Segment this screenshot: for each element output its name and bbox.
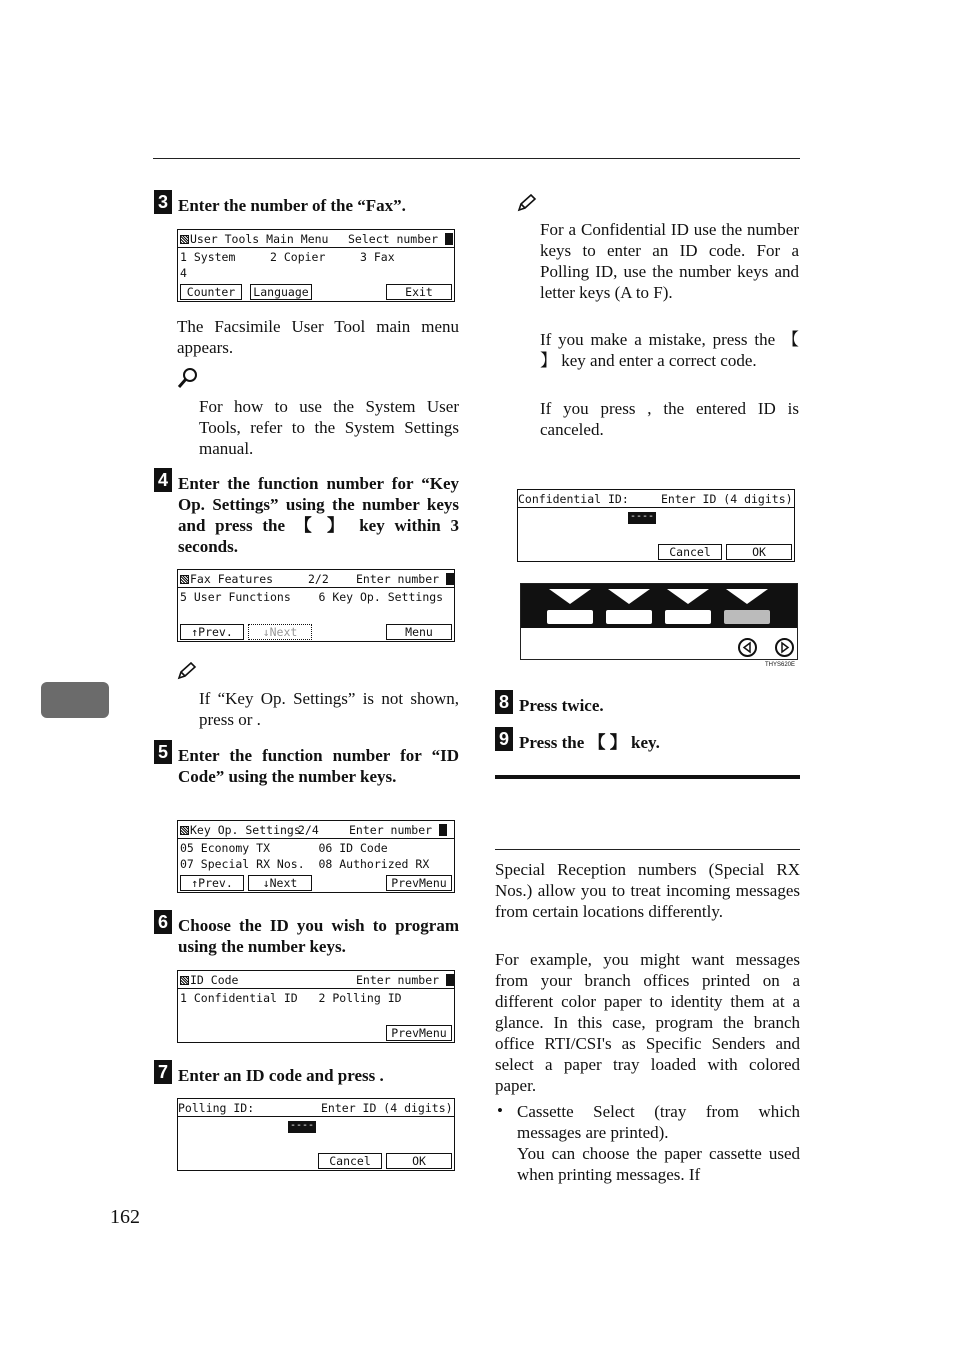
step-number: 5 <box>154 740 172 764</box>
prevmenu-button[interactable]: PrevMenu <box>386 875 452 891</box>
lcd-key-op-settings <box>177 820 455 893</box>
down-arrow-icon <box>726 589 768 604</box>
cursor-icon <box>446 573 454 585</box>
step-number: 3 <box>154 190 172 214</box>
step-7 <box>154 1060 459 1086</box>
down-arrow-icon <box>667 589 709 604</box>
left-triangle-icon <box>740 640 755 655</box>
lcd-row: 5 User Functions 6 Key Op. Settings <box>180 590 444 604</box>
selection-key-4[interactable] <box>724 610 770 624</box>
bullet-icon: • <box>497 1101 503 1120</box>
lcd-confidential-id <box>517 489 795 562</box>
lcd-row: 07 Special RX Nos. 08 Authorized RX <box>180 857 430 871</box>
selection-key-2[interactable] <box>606 610 652 624</box>
step-number: 8 <box>495 690 513 714</box>
reference-icon <box>177 367 199 394</box>
note-icon <box>517 194 537 217</box>
cancel-button[interactable]: Cancel <box>318 1153 382 1169</box>
step-9 <box>495 727 800 753</box>
lcd-status: Select number <box>348 232 453 246</box>
step-4 <box>154 468 459 557</box>
lcd-menu-icon <box>180 976 189 985</box>
prev-button[interactable]: ↑Prev. <box>180 624 244 640</box>
step-text: Press twice. <box>519 696 604 715</box>
bullet-item-continued: You can choose the paper cassette used when printing messages. If <box>517 1144 800 1184</box>
lcd-status: Enter number <box>356 973 454 987</box>
lcd-row: 1 Confidential ID 2 Polling ID <box>180 991 402 1005</box>
step-6 <box>154 910 459 957</box>
operation-panel <box>520 583 798 660</box>
step-text: Choose the ID you wish to program using the number keys. <box>178 916 459 956</box>
key-op-note: If “Key Op. Settings” is not shown, press or . <box>199 689 459 729</box>
lcd-status: Enter number <box>349 823 447 837</box>
prevmenu-button[interactable]: PrevMenu <box>386 1025 452 1041</box>
id-input[interactable]: ---- <box>289 1120 315 1131</box>
exit-button[interactable]: Exit <box>386 284 452 300</box>
step-text: Enter the function number for “Key Op. Settings” using the number keys and press the 【 】 key within 3 seconds. <box>178 474 459 556</box>
mistake-note: If you make a mistake, press the 【 】 key and enter a correct code. <box>540 330 799 370</box>
section-rule <box>495 775 800 779</box>
lcd-status: Enter ID (4 digits) <box>661 492 793 506</box>
lcd-id-code <box>177 970 455 1043</box>
lcd-row: 4 <box>180 266 187 280</box>
lcd-row: 05 Economy TX 06 ID Code <box>180 841 388 855</box>
selection-key-1[interactable] <box>547 610 593 624</box>
special-rx-paragraph: Special Reception numbers (Special RX Nos.) allow you to treat incoming messages from certain locations differently. <box>495 860 800 921</box>
lcd-title: Polling ID: <box>178 1101 255 1115</box>
lcd-user-tools-main-menu <box>177 229 455 302</box>
note-icon <box>177 662 197 685</box>
lcd-status: Enter ID (4 digits) <box>321 1101 453 1115</box>
subsection-rule <box>495 849 800 850</box>
lcd-menu-icon <box>180 235 189 244</box>
lcd-title-row: User Tools Main Menu <box>180 232 328 246</box>
confidential-id-note: For a Confidential ID use the number keys to enter an ID code. For a Polling ID, use the number keys and letter keys (A to F). <box>540 220 799 302</box>
step-3 <box>154 190 459 216</box>
lcd-title-row: ID Code <box>180 973 238 987</box>
step-text: Press the 【 】 key. <box>519 733 660 752</box>
lcd-menu-icon <box>180 575 189 584</box>
step-text: Enter the number of the “Fax”. <box>178 196 406 215</box>
panel-code: THYS620E <box>765 662 796 668</box>
lcd-page: 2/2 <box>308 572 329 586</box>
lcd-row: 1 System 2 Copier 3 Fax <box>180 250 395 264</box>
bullet-item: Cassette Select (tray from which messages are printed). <box>517 1102 800 1142</box>
step-8 <box>495 690 800 716</box>
step-number: 7 <box>154 1060 172 1084</box>
reference-paragraph: For how to use the System User Tools, refer to the System Settings manual. <box>199 397 459 458</box>
menu-button[interactable]: Menu <box>386 624 452 640</box>
selection-key-3[interactable] <box>665 610 711 624</box>
page-number: 162 <box>110 1206 140 1228</box>
step-5 <box>154 740 459 787</box>
lcd-title-row: Fax Features <box>180 572 273 586</box>
example-paragraph: For example, you might want messages from your branch offices printed on a different color paper to identity them at a glance. In this case, program the branch office RTI/CSI's as Specific Senders and select a paper tray loaded with colored paper. <box>495 950 800 1095</box>
cursor-icon <box>446 974 454 986</box>
lcd-title-row: Key Op. Settings <box>180 823 301 837</box>
next-button[interactable]: ↓Next <box>248 875 312 891</box>
cancel-button[interactable]: Cancel <box>658 544 722 560</box>
counter-button[interactable]: Counter <box>180 284 242 300</box>
scroll-right-button[interactable] <box>775 638 794 657</box>
lcd-menu-icon <box>180 826 189 835</box>
step-text: Enter an ID code and press . <box>178 1066 384 1085</box>
lcd-fax-features <box>177 569 455 642</box>
step-number: 4 <box>154 468 172 492</box>
lcd-title: Confidential ID: <box>518 492 629 506</box>
cancel-note: If you press , the entered ID is canceled. <box>540 399 799 439</box>
down-arrow-icon <box>549 589 591 604</box>
lcd-page: 2/4 <box>298 823 319 837</box>
lcd-status: Enter number <box>356 572 454 586</box>
header-rule <box>153 158 800 159</box>
step-number: 6 <box>154 910 172 934</box>
ok-button[interactable]: OK <box>386 1153 452 1169</box>
prev-button[interactable]: ↑Prev. <box>180 875 244 891</box>
chapter-tab <box>41 682 109 718</box>
cursor-icon <box>445 233 453 245</box>
right-triangle-icon <box>777 640 792 655</box>
language-button[interactable]: Language <box>250 284 312 300</box>
cursor-icon <box>439 824 447 836</box>
id-input[interactable]: ---- <box>629 511 655 522</box>
main-menu-paragraph: The Facsimile User Tool main menu appears. <box>177 317 459 357</box>
step-number: 9 <box>495 727 513 751</box>
step-text: Enter the function number for “ID Code” using the number keys. <box>178 746 459 786</box>
next-button[interactable]: ↓Next <box>248 624 312 640</box>
down-arrow-icon <box>608 589 650 604</box>
lcd-polling-id <box>177 1098 455 1171</box>
scroll-left-button[interactable] <box>738 638 757 657</box>
ok-button[interactable]: OK <box>726 544 792 560</box>
